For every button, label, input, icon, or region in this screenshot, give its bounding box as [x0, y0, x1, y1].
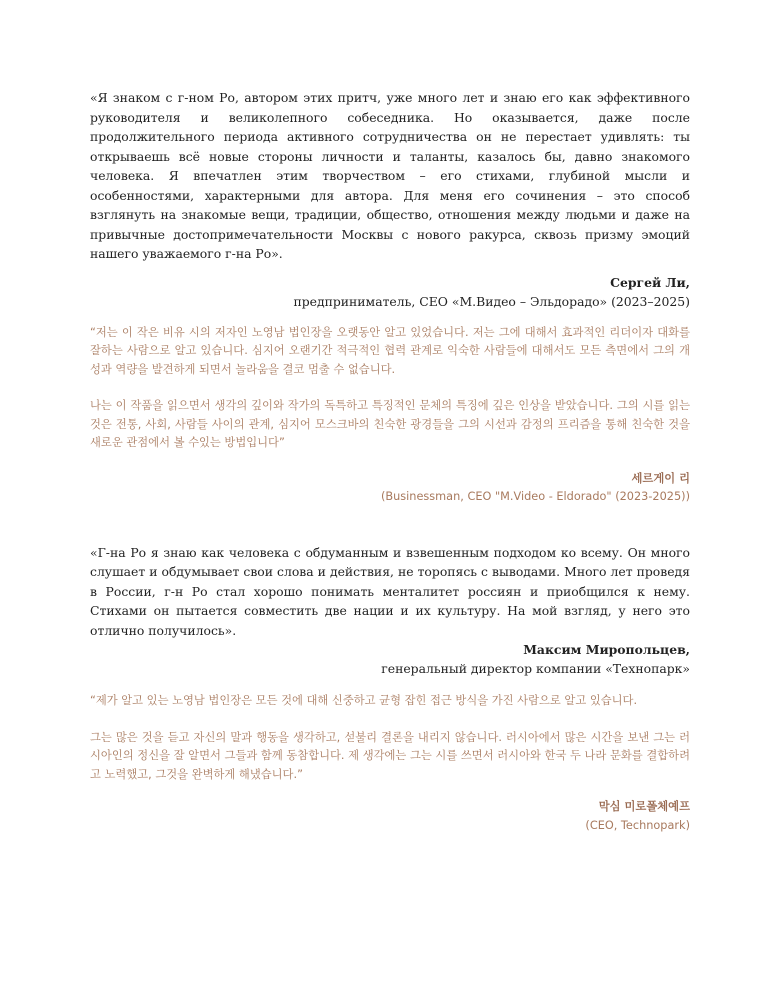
testimonial-2-ko-paragraph-1: “제가 알고 있는 노영남 법인장은 모든 것에 대해 신중하고 균형 잡힌 접근 방식을 가진 사람으로 알고 있습니다. — [90, 694, 638, 707]
testimonial-2-ko-signature — [90, 798, 690, 835]
testimonial-1-ko-paragraph-1: “저는 이 작은 비유 시의 저자인 노영남 법인장을 오랫동안 알고 있었습니다. 저는 그에 대해서 효과적인 리더이자 대화를 잘하는 사람으로 알고 있습니다. 심지어 오랜기간 적극적인 협력 관계로 익숙한 사람들에 대해서도 모든 측면에서 그의 개성과 역량을 발견하게 되면서 놀라움을 결코 멈출 수 없습니다. — [90, 325, 690, 376]
testimonial-2-ko-paragraph-2: 그는 많은 것을 듣고 자신의 말과 행동을 생각하고, 섣불리 결론을 내리지 않습니다. 러시아에서 많은 시간을 보낸 그는 러시아인의 정신을 잘 알면서 그들과 함께 동참합니다. 제 생각에는 그는 시를 쓰면서 러시아와 한국 두 나라 문화를 결합하려고 노력했고, 그것을 완벽하게 해냈습니다.” — [90, 730, 690, 781]
testimonial-1-ru-name: Сергей Ли, — [610, 274, 690, 290]
testimonial-1-ko-name: 세르게이 리 — [631, 471, 690, 485]
testimonial-1-ru-signature — [90, 273, 690, 311]
testimonial-2-ru-title: генеральный директор компании «Технопарк» — [381, 661, 690, 676]
testimonial-2-ko-name: 막심 미로폴체예프 — [598, 800, 690, 813]
testimonial-1-ko-paragraph-2: 나는 이 작품을 읽으면서 생각의 깊이와 작가의 독특하고 특징적인 문체의 특징에 깊은 인상을 받았습니다. 그의 시를 읽는 것은 전통, 사회, 사람들 사이의 관계, 심지어 모스크바의 친숙한 광경들을 그의 시선과 감정의 프리즘을 통해 친숙한 것을 새로운 관점에서 볼 수있는 방법입니다” — [90, 399, 690, 449]
testimonial-1-ru-quote: «Я знаком с г-ном Ро, автором этих притч, уже много лет и знаю его как эффективного руководителя и великолепного собеседника. Но оказывается, даже после продолжительного периода активного сотрудничества он не перестает удивлять: ты открываешь всё новые стороны личности и таланты, казалось бы, давно знакомого человека. Я впечатлен этим творчеством – его стихами, глубиной мысли и особенностями, характерными для автора. Для меня его сочинения – это способ взглянуть на знакомые вещи, традиции, общество, отношения между людьми и даже на привычные достопримечательности Москвы с нового ракурса, сквозь призму эмоций нашего уважаемого г-на Ро». — [90, 90, 690, 261]
testimonial-2-ru-name: Максим Миропольцев, — [523, 642, 690, 657]
testimonial-2-ru-quote: «Г-на Ро я знаю как человека с обдуманным и взвешенным подходом ко всему. Он много слушает и обдумывает свои слова и действия, не торопясь с выводами. Много лет проведя в России, г-н Ро стал хорошо понимать менталитет россиян и приобщился к нему. Стихами он пытается совместить две нации и их культуру. На мой взгляд, у него это отлично получилось». — [90, 544, 690, 638]
testimonial-2-ru-signature — [90, 640, 690, 678]
testimonial-1-ko-title: (Businessman, CEO "M.Video - Eldorado" (2023-2025)) — [380, 490, 690, 503]
testimonial-1-ru-title: предприниматель, CEO «М.Видео – Эльдорадо» (2023–2025) — [293, 293, 690, 309]
page-content — [90, 88, 690, 835]
testimonial-1-ko-signature — [90, 470, 690, 507]
testimonial-2-ko-title: (CEO, Technopark) — [585, 818, 690, 832]
